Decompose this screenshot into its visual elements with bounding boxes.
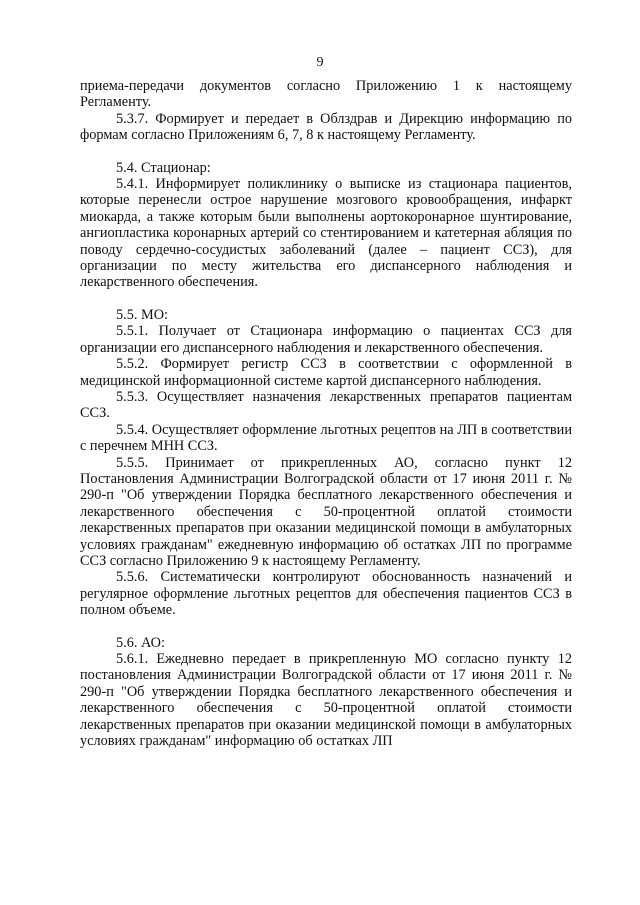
paragraph-5-6-1: 5.6.1. Ежедневно передает в прикрепленную МО согласно пункту 12 постановления Администрации Волгоградской области от 17 июня 2011 г. № 290-п "Об утверждении Порядка бесплатного лекарственного обеспечения и лекарственного обеспечения с 50-процентной оплатой стоимости лекарственных препаратов при оказании медицинской помощи в амбулаторных условиях гражданам" информацию об остатках ЛП <box>80 651 572 750</box>
paragraph-5-5-4: 5.5.4. Осуществляет оформление льготных рецептов на ЛП в соответствии с перечнем МНН ССЗ. <box>80 421 572 455</box>
paragraph-5-5-3: 5.5.3. Осуществляет назначения лекарственных препаратов пациентам ССЗ. <box>80 388 572 422</box>
section-heading-5-6: 5.6. АО: <box>116 634 165 651</box>
paragraph-continuation: приема-передачи документов согласно Приложению 1 к настоящему Регламенту. <box>80 78 572 111</box>
paragraph-5-5-1: 5.5.1. Получает от Стационара информацию о пациентах ССЗ для организации его диспансерного наблюдения и лекарственного обеспечения. <box>80 323 572 356</box>
paragraph-5-4-1: 5.4.1. Информирует поликлинику о выписке из стационара пациентов, которые перенесли острое нарушение мозгового кровообращения, инфаркт миокарда, а также которым были выполнены аортокоронарное шунтирование, ангиопластика коронарных артерий со стентированием и катетерная абляция по поводу сердечно-сосудистых заболеваний (далее – пациент ССЗ), для организации по месту жительства его диспансерного наблюдения и лекарственного обеспечения. <box>80 176 572 291</box>
paragraph-5-5-5: 5.5.5. Принимает от прикрепленных АО, согласно пункт 12 Постановления Администрации Волгоградской области от 17 июня 2011 г. № 290-п "Об утверждении Порядка бесплатного лекарственного обеспечения и лекарственного обеспечения с 50-процентной оплатой стоимости лекарственных препаратов при оказании медицинской помощи в амбулаторных условиях гражданам" ежедневную информацию об остатках ЛП по программе ССЗ согласно Приложению 9 к настоящему Регламенту. <box>80 454 572 569</box>
paragraph-5-5-2: 5.5.2. Формирует регистр ССЗ в соответствии с оформленной в медицинской информационной системе картой диспансерного наблюдения. <box>80 356 572 389</box>
page-number: 9 <box>316 55 324 70</box>
section-heading-5-5: 5.5. МО: <box>116 306 169 323</box>
paragraph-5-3-7: 5.3.7. Формирует и передает в Облздрав и Дирекцию информацию по формам согласно Приложениям 6, 7, 8 к настоящему Регламенту. <box>80 110 572 144</box>
paragraph-5-5-6: 5.5.6. Систематически контролируют обоснованность назначений и регулярное оформление льготных рецептов для обеспечения пациентов ССЗ в полном объеме. <box>80 569 572 619</box>
section-heading-5-4: 5.4. Стационар: <box>116 159 211 176</box>
document-body <box>80 78 572 749</box>
